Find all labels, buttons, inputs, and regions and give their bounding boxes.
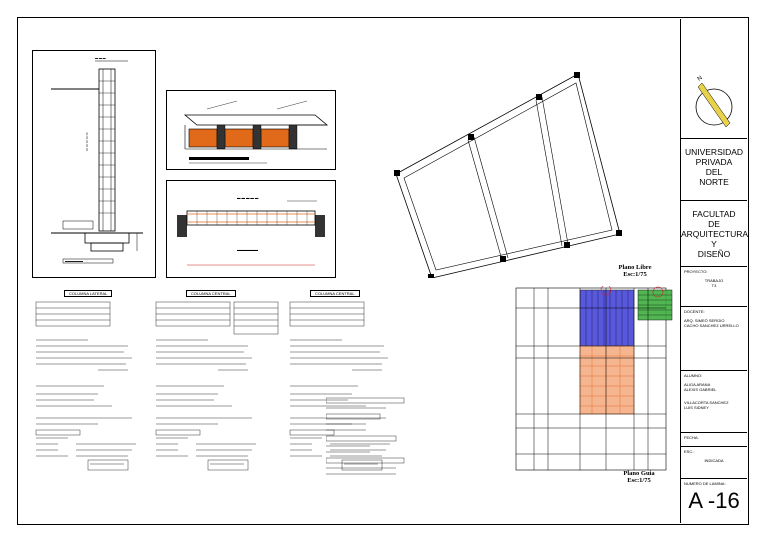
teacher-label: DOCENTE:: [684, 309, 705, 314]
university-line-2: PRIVADA: [695, 157, 733, 167]
plano-guia-title: [614, 470, 664, 484]
svg-text:▬▬▬▬▬▬: ▬▬▬▬▬▬: [65, 259, 83, 263]
faculty-cell: [681, 201, 747, 267]
plano-guia-scale: Esc:1/75: [627, 477, 651, 484]
calc-header-central-1: COLUMNA CENTRAL: [186, 290, 236, 297]
drawing-sheet: [17, 17, 749, 525]
title-block: [680, 19, 749, 523]
sheet-number-label: NUMERO DE LAMINA:: [684, 481, 726, 486]
plano-libre-scale: Esc:1/75: [623, 271, 647, 278]
scale-cell: [681, 447, 747, 479]
plano-libre-name: Plano Libre: [618, 264, 652, 271]
date-label: FECHA:: [684, 435, 699, 440]
teacher-line-2: CACHO SANCHEZ URRELLO: [684, 323, 739, 328]
column-elevation-detail: [32, 50, 156, 278]
university-cell: [681, 139, 747, 201]
university-line-4: NORTE: [699, 177, 729, 187]
svg-text:═ ═ ═ ═ ═: ═ ═ ═ ═ ═: [84, 132, 89, 151]
project-cell: [681, 267, 747, 307]
plano-libre-drawing: [388, 48, 628, 278]
students-cell: [681, 371, 747, 433]
faculty-line-3: ARQUITECTURA: [681, 229, 749, 239]
svg-text:▬▬▬▬▬▬: ▬▬▬▬▬▬: [237, 248, 258, 252]
project-label: PROYECTO:: [684, 269, 708, 274]
student-line-2: ALEXIS GABRIEL: [684, 387, 717, 392]
svg-text:N: N: [696, 75, 704, 83]
slab-isometric-detail: [166, 90, 336, 170]
faculty-line-4: Y: [711, 239, 717, 249]
plano-guia-name: Plano Guia: [623, 470, 655, 477]
date-cell: [681, 433, 747, 447]
svg-text:▬ ▬ ▬: ▬ ▬ ▬: [95, 56, 106, 60]
faculty-line-1: FACULTAD: [692, 209, 736, 219]
university-line-1: UNIVERSIDAD: [684, 147, 744, 157]
scale-value: INDICADA: [704, 458, 724, 463]
university-line-3: DEL: [705, 167, 723, 177]
north-arrow-icon: [681, 19, 747, 139]
calculations-area: [28, 288, 428, 488]
calc-header-central-2: COLUMNA CENTRAL: [310, 290, 360, 297]
project-line-1: TRABAJO: [704, 278, 724, 283]
sheet-number-cell: [681, 479, 747, 523]
faculty-line-5: DISEÑO: [697, 249, 731, 259]
beam-section-detail: [166, 180, 336, 278]
calc-header-lateral: COLUMNA LATERAL: [64, 290, 112, 297]
project-line-2: T3: [711, 283, 717, 288]
teacher-line-1: ARQ. SIMEÓ SERGIO: [684, 318, 725, 323]
student-line-1: ALIGA ARANA: [684, 382, 711, 387]
students-label: ALUMNO:: [684, 373, 703, 378]
north-arrow-cell: [681, 19, 747, 139]
scale-label: ESC.:: [684, 449, 695, 454]
teacher-cell: [681, 307, 747, 371]
plano-libre-title: [608, 264, 662, 278]
beam-section-drawing: [167, 181, 335, 277]
drawing-area: [18, 18, 678, 523]
plano-guia-drawing: [508, 286, 676, 486]
sheet-number: A -16: [688, 488, 740, 513]
faculty-line-2: DE: [708, 219, 720, 229]
slab-isometric-drawing: [167, 91, 335, 169]
column-elevation-drawing: [33, 51, 155, 277]
student-line-4: LUIS SIDNEY: [684, 405, 709, 410]
student-line-3: VILLACORTA SANCHEZ: [684, 400, 729, 405]
svg-text:▬ ▬ ▬ ▬ ▬: ▬ ▬ ▬ ▬ ▬: [237, 196, 259, 200]
summary-tables: [326, 388, 426, 488]
